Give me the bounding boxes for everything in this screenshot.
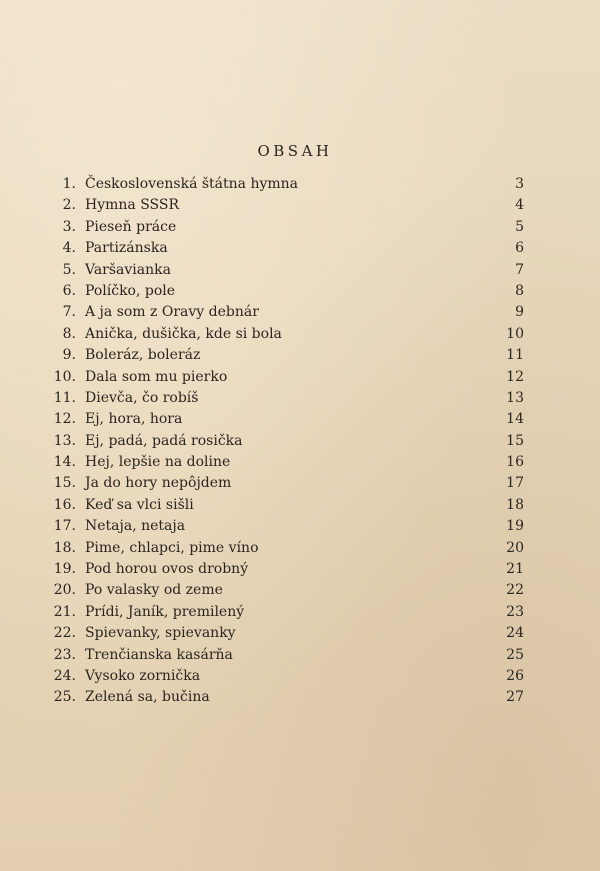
toc-entry <box>52 281 532 302</box>
toc-entry <box>52 473 532 494</box>
toc-entry <box>52 409 532 430</box>
entry-page: 8 <box>515 282 524 299</box>
entry-number: 21. <box>53 603 76 620</box>
entry-title: Prídi, Janík, premilený <box>85 603 245 620</box>
entry-number: 5. <box>62 261 76 278</box>
entry-title: Vysoko zornička <box>85 667 201 684</box>
toc-entry <box>52 195 532 216</box>
entry-number: 6. <box>62 282 76 299</box>
table-of-contents <box>52 174 532 709</box>
entry-number: 1. <box>62 176 76 192</box>
entry-title: Po valasky od zeme <box>85 582 223 599</box>
entry-page: 13 <box>506 389 524 406</box>
entry-page: 14 <box>506 411 524 428</box>
entry-page: 6 <box>515 240 524 257</box>
toc-entry <box>52 538 532 559</box>
entry-title: Pime, chlapci, pime víno <box>85 539 259 556</box>
toc-entry <box>52 388 532 409</box>
entry-number: 18. <box>53 539 76 556</box>
entry-number: 9. <box>62 347 76 364</box>
toc-entry <box>52 516 532 537</box>
entry-number: 16. <box>53 496 76 513</box>
entry-page: 12 <box>506 368 524 385</box>
entry-title: Ja do hory nepôjdem <box>85 475 232 492</box>
entry-title: Trenčianska kasárňa <box>85 646 233 663</box>
entry-page: 25 <box>506 646 524 663</box>
toc-entry <box>52 238 532 259</box>
entry-number: 20. <box>53 582 76 599</box>
toc-entry <box>52 260 532 281</box>
toc-entry <box>52 495 532 516</box>
entry-page: 21 <box>506 561 524 578</box>
entry-number: 15. <box>53 475 76 492</box>
toc-entry <box>52 602 532 623</box>
entry-title: Hymna SSSR <box>85 197 180 214</box>
entry-title: Keď sa vlci sišli <box>85 496 194 513</box>
entry-number: 12. <box>53 411 76 428</box>
entry-title: Československá štátna hymna <box>85 176 299 192</box>
toc-entry <box>52 302 532 323</box>
entry-page: 26 <box>506 667 524 684</box>
entry-title: Zelená sa, bučina <box>85 689 210 706</box>
entry-number: 3. <box>62 218 76 235</box>
entry-title: Varšavianka <box>85 261 171 278</box>
entry-title: Partizánska <box>85 240 168 257</box>
entry-page: 18 <box>506 496 524 513</box>
toc-entry <box>52 559 532 580</box>
entry-page: 7 <box>515 261 524 278</box>
toc-entry <box>52 367 532 388</box>
entry-number: 22. <box>53 625 76 642</box>
entry-page: 10 <box>506 325 524 342</box>
entry-number: 2. <box>62 197 76 214</box>
entry-title: Ej, padá, padá rosička <box>85 432 243 449</box>
toc-entry <box>52 452 532 473</box>
entry-title: Anička, dušička, kde si bola <box>85 325 282 342</box>
entry-number: 7. <box>62 304 76 321</box>
entry-page: 27 <box>506 689 524 706</box>
entry-number: 25. <box>53 689 76 706</box>
toc-entry <box>52 324 532 345</box>
page-title: OBSAH <box>257 142 333 160</box>
entry-number: 11. <box>53 389 76 406</box>
toc-entry <box>52 580 532 601</box>
entry-title: Políčko, pole <box>85 282 176 299</box>
entry-title: Pieseň práce <box>85 218 177 235</box>
entry-number: 13. <box>53 432 76 449</box>
toc-entry <box>52 666 532 687</box>
toc-entry <box>52 217 532 238</box>
entry-title: Ej, hora, hora <box>85 411 183 428</box>
entry-page: 9 <box>515 304 524 321</box>
entry-title: Dala som mu pierko <box>85 368 228 385</box>
entry-number: 14. <box>53 454 76 471</box>
entry-title: Spievanky, spievanky <box>85 625 236 642</box>
toc-entry <box>52 623 532 644</box>
toc-entry <box>52 645 532 666</box>
toc-entry <box>52 174 532 195</box>
entry-page: 17 <box>506 475 524 492</box>
entry-page: 22 <box>506 582 524 599</box>
entry-page: 15 <box>506 432 524 449</box>
entry-page: 23 <box>506 603 524 620</box>
entry-number: 10. <box>53 368 76 385</box>
entry-title: Pod horou ovos drobný <box>85 561 249 578</box>
entry-title: Boleráz, boleráz <box>85 347 201 364</box>
entry-number: 23. <box>53 646 76 663</box>
entry-page: 16 <box>506 454 524 471</box>
entry-page: 5 <box>515 218 524 235</box>
entry-title: Netaja, netaja <box>85 518 186 535</box>
entry-number: 17. <box>53 518 76 535</box>
entry-title: A ja som z Oravy debnár <box>85 304 259 321</box>
entry-page: 19 <box>506 518 524 535</box>
entry-title: Hej, lepšie na doline <box>85 454 231 471</box>
toc-entry <box>52 431 532 452</box>
entry-page: 11 <box>506 347 524 364</box>
entry-page: 3 <box>515 176 524 192</box>
entry-page: 24 <box>506 625 524 642</box>
entry-number: 8. <box>62 325 76 342</box>
toc-entry <box>52 687 532 708</box>
entry-number: 24. <box>53 667 76 684</box>
entry-number: 4. <box>62 240 76 257</box>
entry-page: 4 <box>515 197 524 214</box>
entry-number: 19. <box>53 561 76 578</box>
entry-title: Dievča, čo robíš <box>85 389 199 406</box>
toc-entry <box>52 345 532 366</box>
entry-page: 20 <box>506 539 524 556</box>
